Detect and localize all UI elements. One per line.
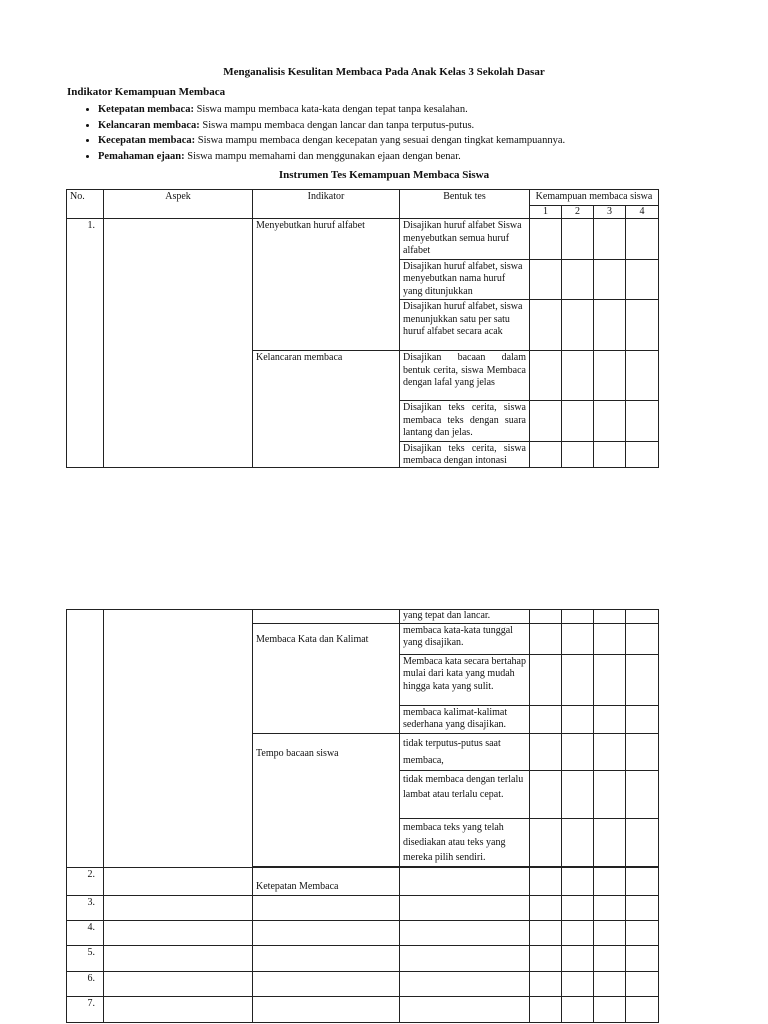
indikator-cell bbox=[253, 920, 400, 945]
score-cell bbox=[626, 654, 659, 705]
table-row bbox=[67, 996, 659, 1022]
bentuk-tes-cell: tidak membaca dengan terlalu lambat atau terlalu cepat. bbox=[400, 770, 530, 818]
table-row bbox=[67, 971, 659, 996]
score-cell bbox=[562, 219, 594, 260]
bullet-text: Siswa mampu memahami dan menggunakan ejaan dengan benar. bbox=[184, 150, 461, 162]
list-item bbox=[98, 119, 565, 133]
bullet-term: Kecepatan membaca: bbox=[98, 135, 196, 146]
score-header-4: 4 bbox=[626, 205, 659, 219]
score-cell bbox=[594, 300, 626, 351]
aspek-cell bbox=[104, 945, 253, 971]
score-cell bbox=[594, 441, 626, 467]
score-cell bbox=[530, 733, 562, 770]
score-cell bbox=[626, 300, 659, 351]
score-cell bbox=[594, 610, 626, 624]
header-indikator: Indikator bbox=[253, 190, 400, 219]
table-title: Instrumen Tes Kemampuan Membaca Siswa bbox=[278, 169, 490, 181]
bentuk-tes-cell bbox=[400, 971, 530, 996]
bentuk-tes-cell: Disajikan huruf alfabet, siswa menyebutkan nama huruf yang ditunjukkan bbox=[400, 259, 530, 300]
bentuk-tes-cell: Disajikan huruf alfabet, siswa menunjukkan satu per satu huruf alfabet secara acak bbox=[400, 300, 530, 351]
row-number: 3. bbox=[67, 895, 104, 920]
table-row bbox=[67, 945, 659, 971]
score-cell bbox=[626, 971, 659, 996]
score-cell bbox=[594, 401, 626, 442]
bentuk-tes-cell: yang tepat dan lancar. bbox=[400, 610, 530, 624]
indikator-cell: Tempo bacaan siswa bbox=[253, 733, 400, 866]
score-cell bbox=[626, 351, 659, 401]
indikator-cell bbox=[253, 971, 400, 996]
score-cell bbox=[562, 441, 594, 467]
bentuk-tes-cell: membaca teks yang telah disediakan atau teks yang mereka pilih sendiri. bbox=[400, 818, 530, 866]
aspek-cell bbox=[104, 610, 253, 868]
list-item bbox=[98, 134, 565, 148]
score-cell bbox=[594, 867, 626, 895]
score-cell bbox=[626, 623, 659, 654]
score-cell bbox=[530, 895, 562, 920]
score-cell bbox=[530, 219, 562, 260]
aspek-cell bbox=[104, 996, 253, 1022]
bentuk-tes-cell bbox=[400, 996, 530, 1022]
list-item bbox=[98, 103, 565, 117]
bullet-term: Kelancaran membaca: bbox=[98, 119, 200, 131]
bentuk-tes-cell: membaca kata-kata tunggal yang disajikan. bbox=[400, 623, 530, 654]
score-cell bbox=[530, 818, 562, 866]
score-cell bbox=[594, 351, 626, 401]
score-cell bbox=[626, 867, 659, 895]
row-number: 4. bbox=[67, 920, 104, 945]
score-cell bbox=[594, 654, 626, 705]
row-number bbox=[67, 610, 104, 868]
row-number: 6. bbox=[67, 971, 104, 996]
table-row bbox=[67, 920, 659, 945]
score-cell bbox=[562, 654, 594, 705]
score-cell bbox=[594, 259, 626, 300]
indikator-cell: Menyebutkan huruf alfabet bbox=[253, 219, 400, 351]
bullet-text: Siswa mampu membaca dengan kecepatan yang sesuai dengan tingkat kemampuannya. bbox=[195, 135, 566, 146]
aspek-cell bbox=[104, 920, 253, 945]
indikator-cell: Membaca Kata dan Kalimat bbox=[253, 623, 400, 733]
score-cell bbox=[562, 945, 594, 971]
instrument-table-page-1 bbox=[66, 189, 659, 468]
score-cell bbox=[562, 996, 594, 1022]
indikator-cell bbox=[253, 996, 400, 1022]
score-cell bbox=[626, 441, 659, 467]
aspek-cell bbox=[104, 971, 253, 996]
aspek-cell bbox=[104, 895, 253, 920]
score-cell bbox=[562, 867, 594, 895]
instrument-table-page-2 bbox=[66, 609, 659, 1023]
bentuk-tes-cell: Disajikan bacaan dalam bentuk cerita, siswa Membaca dengan lafal yang jelas bbox=[400, 351, 530, 401]
score-cell bbox=[594, 895, 626, 920]
score-cell bbox=[530, 300, 562, 351]
score-cell bbox=[562, 971, 594, 996]
score-cell bbox=[626, 610, 659, 624]
bentuk-tes-cell bbox=[400, 895, 530, 920]
score-cell bbox=[594, 623, 626, 654]
indikator-cell: Ketepatan Membaca bbox=[253, 867, 400, 895]
row-number: 1. bbox=[67, 219, 104, 468]
score-cell bbox=[530, 610, 562, 624]
score-cell bbox=[626, 770, 659, 818]
document-title: Menganalisis Kesulitan Membaca Pada Anak Kelas 3 Sekolah Dasar bbox=[223, 66, 545, 78]
score-header-1: 1 bbox=[530, 205, 562, 219]
score-cell bbox=[530, 351, 562, 401]
score-cell bbox=[594, 818, 626, 866]
score-cell bbox=[626, 996, 659, 1022]
header-aspek: Aspek bbox=[104, 190, 253, 219]
score-cell bbox=[530, 401, 562, 442]
bentuk-tes-cell bbox=[400, 867, 530, 895]
header-no: No. bbox=[67, 190, 104, 219]
score-header-3: 3 bbox=[594, 205, 626, 219]
score-cell bbox=[594, 219, 626, 260]
score-cell bbox=[562, 818, 594, 866]
bentuk-tes-cell: tidak terputus-putus saat membaca, bbox=[400, 733, 530, 770]
score-cell bbox=[530, 867, 562, 895]
score-cell bbox=[594, 705, 626, 733]
header-bentuk-tes: Bentuk tes bbox=[400, 190, 530, 219]
score-cell bbox=[530, 920, 562, 945]
aspek-cell bbox=[104, 867, 253, 895]
score-cell bbox=[562, 351, 594, 401]
score-cell bbox=[562, 259, 594, 300]
score-header-2: 2 bbox=[562, 205, 594, 219]
score-cell bbox=[594, 920, 626, 945]
score-cell bbox=[562, 920, 594, 945]
table-row bbox=[67, 895, 659, 920]
score-cell bbox=[530, 996, 562, 1022]
score-cell bbox=[626, 401, 659, 442]
bentuk-tes-cell bbox=[400, 441, 530, 467]
row-number: 5. bbox=[67, 945, 104, 971]
table-row bbox=[67, 610, 659, 624]
bentuk-tes-cell: Disajikan teks cerita, siswa membaca teks dengan suara lantang dan jelas. bbox=[400, 401, 530, 442]
score-cell bbox=[562, 705, 594, 733]
bentuk-tes-cell bbox=[400, 920, 530, 945]
score-cell bbox=[626, 733, 659, 770]
score-cell bbox=[594, 971, 626, 996]
bullet-term: Pemahaman ejaan: bbox=[98, 150, 185, 162]
score-cell bbox=[626, 219, 659, 260]
bentuk-tes-cell: Disajikan huruf alfabet Siswa menyebutkan semua huruf alfabet bbox=[400, 219, 530, 260]
table-row bbox=[67, 219, 659, 260]
indikator-list bbox=[80, 103, 565, 165]
score-cell bbox=[594, 733, 626, 770]
score-cell bbox=[530, 945, 562, 971]
bullet-term: Ketepatan membaca: bbox=[98, 104, 194, 115]
score-cell bbox=[562, 401, 594, 442]
table-row bbox=[67, 867, 659, 895]
score-cell bbox=[562, 733, 594, 770]
score-cell bbox=[562, 610, 594, 624]
header-kemampuan: Kemampuan membaca siswa bbox=[530, 190, 659, 206]
score-cell bbox=[626, 920, 659, 945]
aspek-cell bbox=[104, 219, 253, 468]
score-cell bbox=[626, 945, 659, 971]
score-cell bbox=[530, 705, 562, 733]
indikator-cell bbox=[253, 945, 400, 971]
bullet-text: Siswa mampu membaca dengan lancar dan tanpa terputus-putus. bbox=[199, 119, 475, 131]
bentuk-tes-cell bbox=[400, 945, 530, 971]
score-cell bbox=[562, 623, 594, 654]
indikator-cell bbox=[253, 610, 400, 624]
score-cell bbox=[626, 895, 659, 920]
row-number: 2. bbox=[67, 867, 104, 895]
score-cell bbox=[530, 770, 562, 818]
score-cell bbox=[626, 259, 659, 300]
score-cell bbox=[530, 971, 562, 996]
score-cell bbox=[562, 895, 594, 920]
bullet-text: Siswa mampu membaca kata-kata dengan tepat tanpa kesalahan. bbox=[193, 104, 468, 115]
score-cell bbox=[530, 259, 562, 300]
score-cell bbox=[594, 770, 626, 818]
list-item bbox=[98, 150, 565, 164]
score-cell bbox=[594, 996, 626, 1022]
indikator-cell: Kelancaran membaca bbox=[253, 351, 400, 468]
score-cell bbox=[530, 441, 562, 467]
score-cell bbox=[594, 945, 626, 971]
indikator-heading: Indikator Kemampuan Membaca bbox=[67, 86, 226, 98]
score-cell bbox=[530, 654, 562, 705]
indikator-cell bbox=[253, 895, 400, 920]
score-cell bbox=[626, 705, 659, 733]
row-number: 7. bbox=[67, 996, 104, 1022]
score-cell bbox=[562, 300, 594, 351]
bentuk-tes-cell: membaca kalimat-kalimat sederhana yang disajikan. bbox=[400, 705, 530, 733]
score-cell bbox=[626, 818, 659, 866]
score-cell bbox=[530, 623, 562, 654]
bentuk-tes-cell: Membaca kata secara bertahap mulai dari kata yang mudah hingga kata yang sulit. bbox=[400, 654, 530, 705]
bentuk-tes-text: Disajikan teks cerita, siswa membaca dengan intonasi bbox=[403, 442, 526, 466]
score-cell bbox=[562, 770, 594, 818]
